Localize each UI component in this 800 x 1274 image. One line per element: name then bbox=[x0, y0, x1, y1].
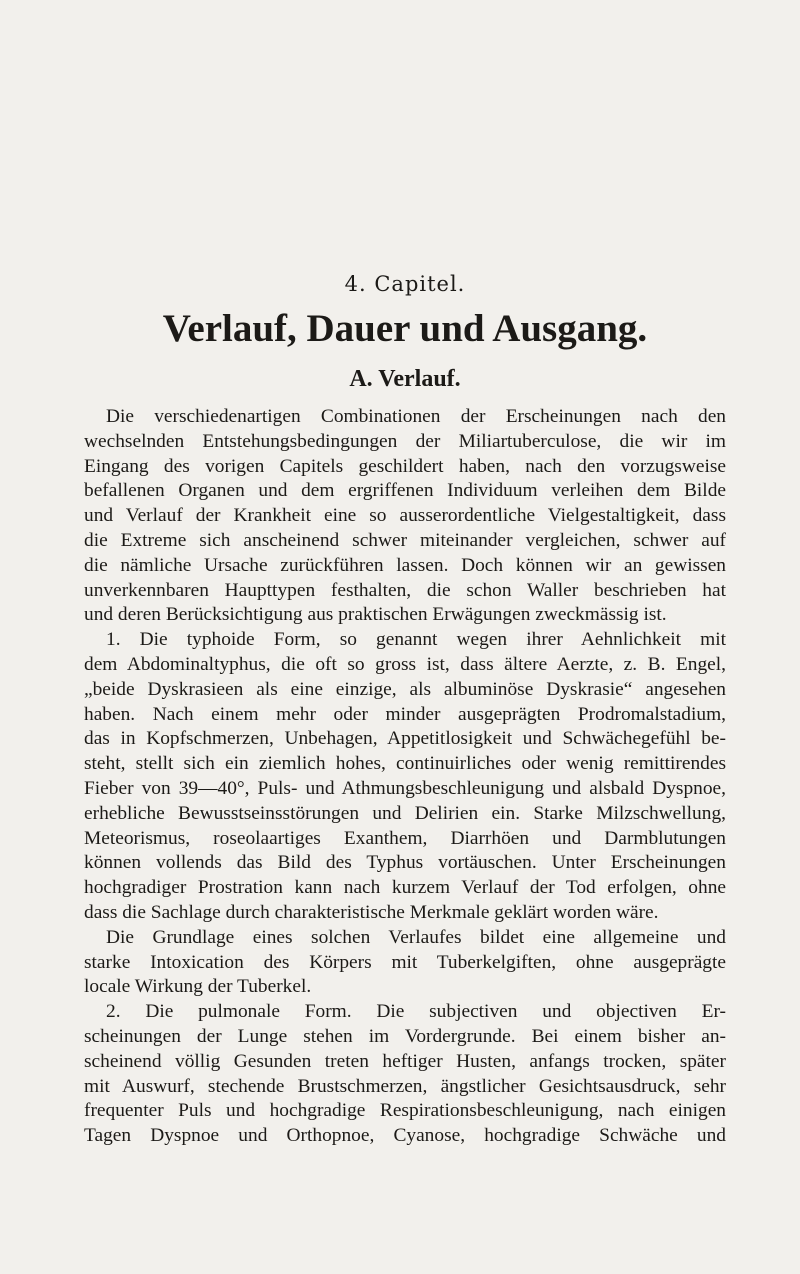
text-line: 2. Die pulmonale Form. Die subjectiven und objectiven Er- bbox=[106, 1001, 726, 1023]
text-line: scheinend völlig Gesunden treten heftiger Husten, anfangs trocken, später bbox=[84, 1050, 726, 1072]
text-line: hochgradiger Prostration kann nach kurzem Verlauf der Tod erfolgen, ohne bbox=[84, 877, 726, 899]
text-line: Fieber von 39—40°, Puls- und Athmungsbeschleunigung und alsbald Dyspnoe, bbox=[84, 777, 726, 799]
text-line: dass die Sachlage durch charakteristische Merkmale geklärt worden wäre. bbox=[84, 901, 659, 923]
text-line: können vollends das Bild des Typhus vortäuschen. Unter Erscheinungen bbox=[84, 852, 726, 874]
text-line: Die verschiedenartigen Combinationen der Erscheinungen nach den bbox=[106, 406, 726, 427]
chapter-label: 4. Capitel. bbox=[344, 272, 466, 296]
text-line: Tagen Dyspnoe und Orthopnoe, Cyanose, hochgradige Schwäche und bbox=[84, 1125, 726, 1147]
text-line: Die Grundlage eines solchen Verlaufes bildet eine allgemeine und bbox=[106, 926, 726, 948]
section-heading: A. Verlauf. bbox=[349, 366, 461, 392]
text-line: 1. Die typhoide Form, so genannt wegen ihrer Aehnlichkeit mit bbox=[106, 629, 726, 651]
text-line: das in Kopfschmerzen, Unbehagen, Appetitlosigkeit und Schwächegefühl be- bbox=[84, 728, 726, 750]
text-line: locale Wirkung der Tuberkel. bbox=[84, 976, 312, 998]
text-line: die Extreme sich anscheinend schwer miteinander vergleichen, schwer auf bbox=[84, 529, 726, 551]
text-line: frequenter Puls und hochgradige Respirationsbeschleunigung, nach einigen bbox=[84, 1100, 726, 1122]
text-line: dem Abdominaltyphus, die oft so gross ist, dass ältere Aerzte, z. B. Engel, bbox=[84, 653, 726, 675]
text-line: wechselnden Entstehungsbedingungen der Miliartuberculose, die wir im bbox=[84, 430, 726, 452]
text-line: erhebliche Bewusstseinsstörungen und Delirien ein. Starke Milzschwellung, bbox=[84, 802, 726, 824]
text-line: scheinungen der Lunge stehen im Vordergrunde. Bei einem bisher an- bbox=[84, 1025, 726, 1047]
text-line: steht, stellt sich ein ziemlich hohes, continuirliches oder wenig remittirendes bbox=[84, 753, 726, 775]
text-line: „beide Dyskrasieen als eine einzige, als albuminöse Dyskrasie“ angesehen bbox=[84, 678, 726, 700]
chapter-title: Verlauf, Dauer und Ausgang. bbox=[162, 307, 648, 350]
text-line: befallenen Organen und dem ergriffenen Individuum verleihen dem Bilde bbox=[84, 480, 726, 502]
text-line: unverkennbaren Haupttypen festhalten, die schon Waller beschrieben hat bbox=[84, 579, 726, 601]
text-line: die nämliche Ursache zurückführen lassen. Doch können wir an gewissen bbox=[84, 554, 726, 576]
text-line: mit Auswurf, stechende Brustschmerzen, ängstlicher Gesichtsausdruck, sehr bbox=[84, 1075, 726, 1097]
text-line: haben. Nach einem mehr oder minder ausgeprägten Prodromalstadium, bbox=[84, 703, 726, 725]
text-line: und deren Berücksichtigung aus praktischen Erwägungen zweckmässig ist. bbox=[84, 604, 667, 626]
text-line: und Verlauf der Krankheit eine so ausserordentliche Vielgestaltigkeit, dass bbox=[84, 505, 726, 527]
body-text bbox=[84, 405, 726, 1149]
text-line: starke Intoxication des Körpers mit Tuberkelgiften, ohne ausgeprägte bbox=[84, 951, 726, 973]
text-line: Meteorismus, roseolaartiges Exanthem, Diarrhöen und Darmblutungen bbox=[84, 827, 726, 849]
text-line: Eingang des vorigen Capitels geschildert haben, nach den vorzugsweise bbox=[84, 455, 726, 477]
